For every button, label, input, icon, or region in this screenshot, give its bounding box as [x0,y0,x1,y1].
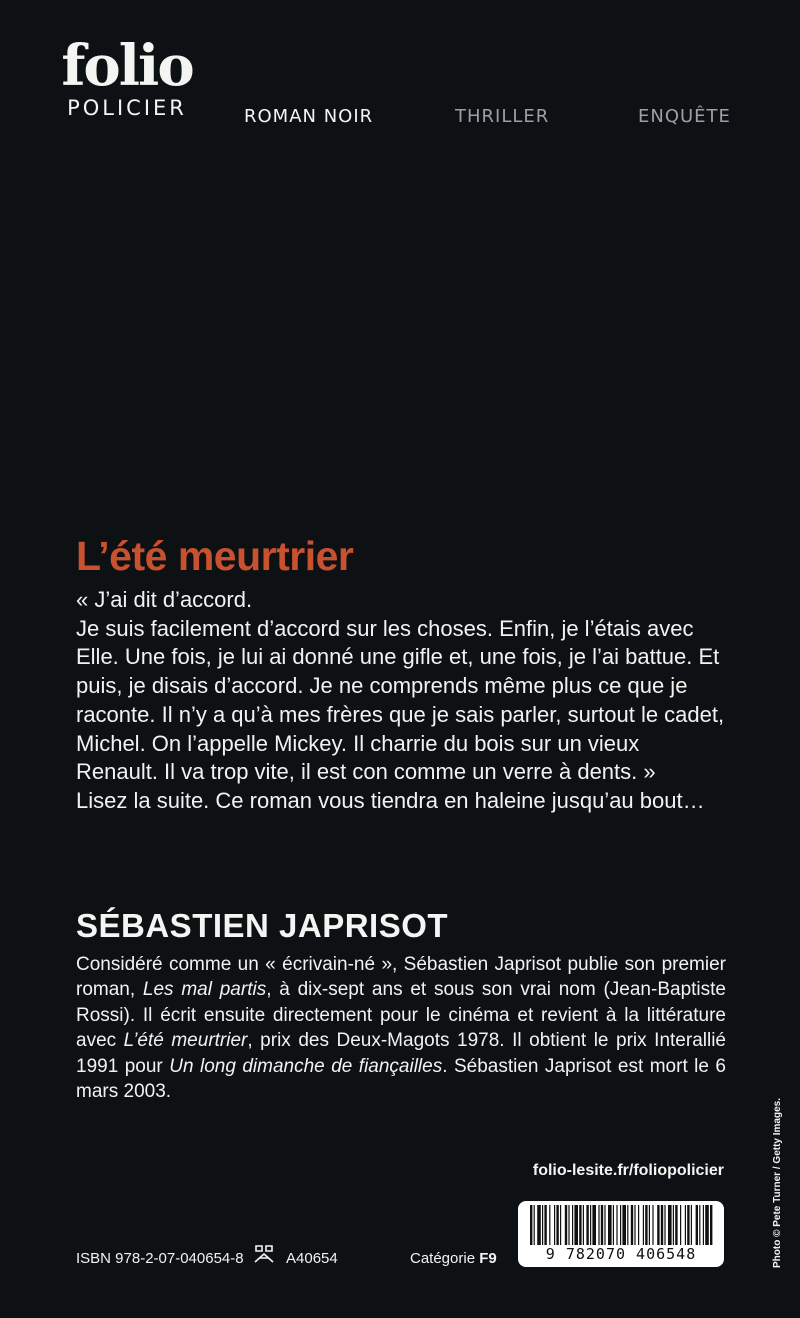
folio-policier-logo [52,33,202,120]
genre-roman-noir: ROMAN NOIR [244,106,374,127]
barcode-bar [579,1205,581,1245]
barcode-bar [652,1205,653,1245]
barcode-bar [572,1205,573,1245]
barcode-bar [705,1205,709,1245]
barcode-bar [687,1205,689,1245]
bio-book-title: L’été meurtrier [123,1030,248,1052]
barcode-bar [568,1205,569,1245]
barcode-bar [549,1205,550,1245]
barcode-bar [616,1205,617,1245]
barcode-bar [574,1205,578,1245]
bio-text: , prix des Deux-Magots 1978. Il obtient le prix Interallié 1991 pour [76,1030,726,1077]
barcode-bar [703,1205,704,1245]
brand-logo-text: folio [61,33,193,99]
author-name: SÉBASTIEN JAPRISOT [76,907,449,944]
barcode-bar [592,1205,596,1245]
barcode-bar [668,1205,672,1245]
barcode-bar [565,1205,567,1245]
barcode-bar [664,1205,665,1245]
barcode-bar [604,1205,605,1245]
genre-enquete: ENQUÊTE [638,106,731,127]
barcode-bar [696,1205,698,1245]
barcode-bar [638,1205,639,1245]
brand-collection-name: POLICIER [67,96,187,120]
barcode-bar [590,1205,591,1245]
barcode-bar [627,1205,628,1245]
bio-book-title: Un long dimanche de fiançailles [169,1055,443,1077]
barcode-bar [542,1205,543,1245]
bio-text: , à dix-sept ans et sous son vrai nom (Jean-Baptiste Rossi). Il écrit ensuite directement pour le cinéma et revient à la littérature avec [76,979,726,1052]
category [410,1250,497,1267]
barcode-bar [530,1205,532,1245]
website-url: folio-lesite.fr/foliopolicier [532,1162,724,1179]
barcode-bar [649,1205,650,1245]
barcode-bar [620,1205,621,1245]
barcode-bar [673,1205,674,1245]
blurb-line-1: « J’ai dit d’accord. [76,587,253,612]
barcode-bar [710,1205,712,1245]
barcode-bar [601,1205,603,1245]
barcode-digits: 9 782070 406548 [545,1245,697,1263]
barcode-bar [544,1205,546,1245]
barcode-bar [657,1205,659,1245]
blurb-paragraph: Je suis facilement d’accord sur les choses. Enfin, je l’étais avec Elle. Une fois, je lui ai donné une gifle et, une fois, je l’ai battue. Et puis, je disais d’accord. Je ne comprends même plus ce que je raconte. Il n’y a qu’à mes frères que je sais parler, surtout le cadet, Michel. On l’appelle Mickey. Il charrie du bois sur un vieux Renault. Il va trop vite, il est con comme un verre à dents. » [76,615,725,785]
barcode-bar [680,1205,681,1245]
barcode-bar [608,1205,612,1245]
barcode-bar [583,1205,584,1245]
book-title: L’été meurtrier [76,533,354,579]
barcode [518,1201,724,1267]
genre-thriller: THRILLER [455,106,550,127]
book-blurb [76,586,726,816]
bio-book-title: Les mal partis [142,979,267,1001]
author-bio [76,952,726,1104]
barcode-bar [675,1205,677,1245]
barcode-bar [598,1205,599,1245]
blurb-closing: Lisez la suite. Ce roman vous tiendra en haleine jusqu’au bout… [76,787,705,813]
barcode-bar [554,1205,555,1245]
barcode-bar [691,1205,692,1245]
bio-text: . Sébastien Japrisot est mort le 6 mars 2003. [76,1055,726,1103]
barcode-bar [645,1205,647,1245]
bio-text: Considéré comme un « écrivain-né », Sébastien Japrisot publie son premier roman, [76,954,726,1001]
barcode-bar [586,1205,588,1245]
barcode-bar [537,1205,541,1245]
barcode-bar [631,1205,633,1245]
category-label: Catégorie [410,1250,480,1267]
barcode-bar [534,1205,535,1245]
category-value: F9 [479,1250,497,1267]
product-code: A40654 [286,1250,338,1267]
barcode-bar [643,1205,644,1245]
isbn: ISBN 978-2-07-040654-8 [76,1250,244,1267]
photo-credit: Photo © Pete Turner / Getty Images. [772,1098,783,1268]
barcode-bar [613,1205,614,1245]
barcode-bar [661,1205,663,1245]
barcode-bar [560,1205,561,1245]
barcode-bar [622,1205,626,1245]
barcode-bar [685,1205,686,1245]
barcode-bar [634,1205,635,1245]
barcode-bar [556,1205,558,1245]
barcode-bar [699,1205,700,1245]
gallimard-logo-icon [252,1242,276,1266]
